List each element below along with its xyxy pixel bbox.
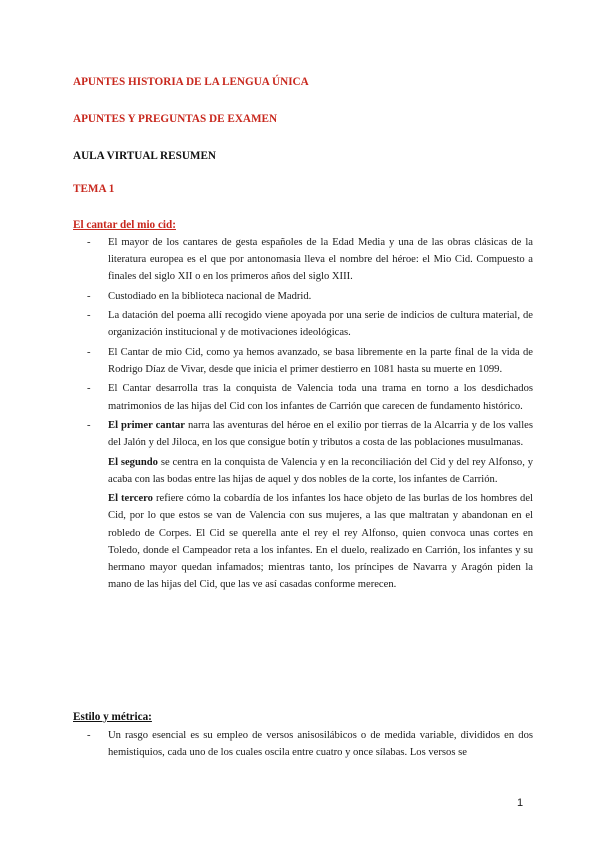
aula-heading: AULA VIRTUAL RESUMEN	[73, 150, 216, 162]
bullet-dash: -	[87, 237, 91, 248]
document-title: APUNTES HISTORIA DE LA LENGUA ÚNICA	[73, 76, 309, 88]
tema-heading: TEMA 1	[73, 183, 115, 195]
list-item-text: El Cantar desarrolla tras la conquista de Valencia toda una trama en torno a los desdichados matrimonios de las hijas del Cid con los infantes de Carrión que carecen de fundamento histórico.	[108, 383, 533, 412]
cantar-bullet-list	[73, 234, 533, 596]
bullet-dash: -	[87, 346, 91, 358]
bullet-dash: -	[87, 419, 91, 431]
segundo-cantar-paragraph	[73, 454, 533, 488]
tercero-cantar-paragraph	[73, 490, 533, 593]
list-item	[73, 288, 533, 305]
list-item	[73, 727, 533, 761]
list-item-text: El Cantar de mio Cid, como ya hemos avanzado, se basa libremente en la parte final de la vida de Rodrigo Díaz de Vivar, desde que inicia el primer destierro en 1081 hasta su muerte en 1099.	[108, 346, 533, 375]
list-item-text: Custodiado en la biblioteca nacional de Madrid.	[108, 290, 312, 302]
bullet-dash: -	[87, 310, 91, 322]
primer-cantar-text: narra las aventuras del héroe en el exilio por tierras de la Alcarria y de los valles del Jalón y del Jiloca, en los que consigue botín y tributos a costa de las poblaciones musulmanas.	[108, 419, 533, 449]
list-item	[73, 344, 533, 378]
document-subtitle: APUNTES Y PREGUNTAS DE EXAMEN	[73, 113, 278, 125]
list-item-text: La datación del poema allí recogido viene apoyada por una serie de indicios de cultura material, de organización institucional y de motivaciones ideológicas.	[108, 310, 533, 339]
segundo-cantar-label: El segundo	[108, 456, 158, 468]
list-item	[73, 307, 533, 341]
bullet-dash: -	[87, 290, 91, 302]
segundo-cantar-text: se centra en la conquista de Valencia y en la reconciliación del Cid y del rey Alfonso, y acaba con las bodas entre las hijas de aquel y dos nobles de la corte, los infantes de Carrión.	[108, 456, 533, 485]
page-number: 1	[517, 797, 524, 809]
primer-cantar-label: El primer cantar	[108, 419, 185, 431]
bullet-dash: -	[87, 383, 91, 395]
estilo-bullet-list	[73, 727, 533, 764]
list-item	[73, 380, 533, 414]
list-item-text: Un rasgo esencial es su empleo de versos anisosilábicos o de medida variable, divididos en dos hemistiquios, cada uno de los cuales oscila entre cuatro y once sílabas. Los versos se	[108, 730, 533, 759]
tercero-cantar-label: El tercero	[108, 493, 153, 505]
list-item	[73, 417, 533, 451]
list-item	[73, 234, 533, 286]
bullet-dash: -	[87, 730, 91, 741]
section-heading-estilo: Estilo y métrica:	[73, 711, 152, 723]
tercero-cantar-text: refiere cómo la cobardía de los infantes los hace objeto de las burlas de los hombres del Cid, por lo que estos se van de Valencia con sus mujeres, a las que maltratan y abandonan en el robledo de Corpes. El Cid se querella ante el rey el rey Alfonso, quien convoca unas cortes en Toledo, donde el Campeador reta a los infantes. En el duelo, realizado en Carrión, los infantes y su hermano mayor quedan infamados; mientras tanto, los príncipes de Navarra y Aragón piden la mano de las hijas del Cid, que las ve así casadas conforme merecen.	[108, 493, 533, 591]
list-item-text: El mayor de los cantares de gesta españoles de la Edad Media y una de las obras clásicas de la literatura europea es el que por antonomasia lleva el nombre del héroe: el Mio Cid. Compuesto a finales del siglo XII o en los primeros años del siglo XIII.	[108, 237, 533, 283]
section-heading-cantar: El cantar del mio cid:	[73, 219, 176, 231]
